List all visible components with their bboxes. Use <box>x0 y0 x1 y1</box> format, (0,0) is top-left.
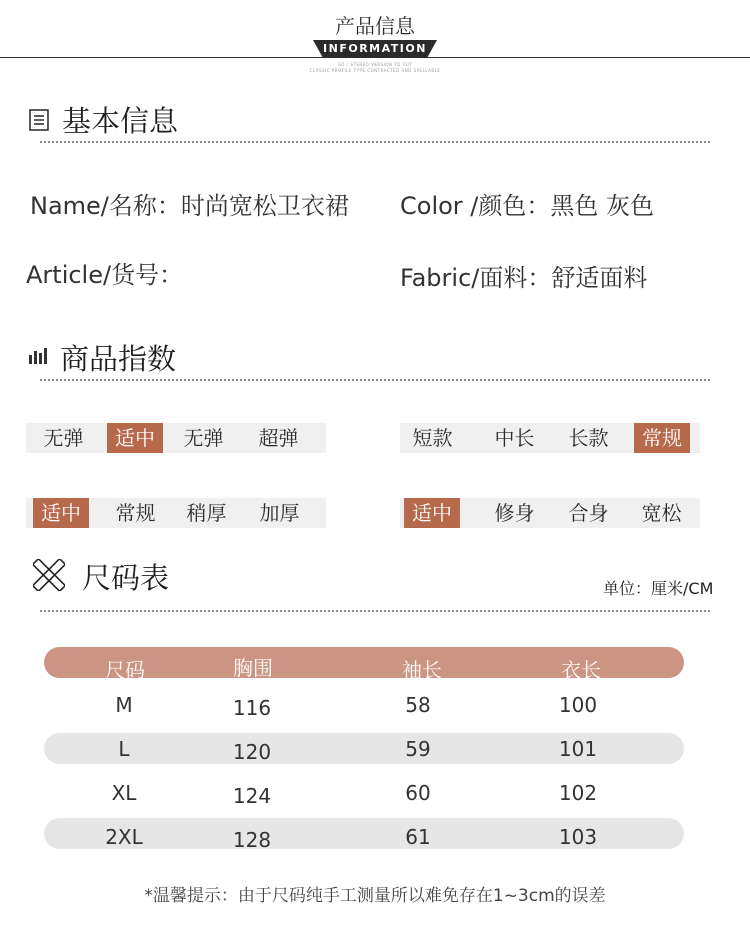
fabric-label: Fabric/面料： <box>400 264 552 292</box>
size-cell: 2XL <box>105 825 143 849</box>
index-bar-length <box>400 423 700 453</box>
index-option: 短款 <box>412 426 453 450</box>
index-option-selected: 适中 <box>107 423 163 453</box>
size-cell: 102 <box>558 781 598 805</box>
size-cell: 128 <box>232 828 272 852</box>
article-field <box>26 255 183 290</box>
color-label: Color /颜色： <box>400 192 551 220</box>
name-value: 时尚宽松卫衣裙 <box>180 192 349 220</box>
measurement-note: *温馨提示：由于尺码纯手工测量所以难免存在1~3cm的误差 <box>144 886 606 906</box>
product-index-title: 商品指数 <box>60 342 177 376</box>
dotted-divider <box>40 141 710 143</box>
index-option: 常规 <box>115 501 156 525</box>
size-cell: 116 <box>232 696 272 720</box>
size-cell: 100 <box>558 693 598 717</box>
size-table-header: 衣长 <box>561 658 601 682</box>
fabric-field <box>400 258 647 293</box>
size-table-header: 袖长 <box>402 658 442 682</box>
dotted-divider <box>40 379 710 381</box>
page-header-title: 产品信息 <box>335 14 415 38</box>
index-option-selected: 常规 <box>634 423 690 453</box>
index-bar-elasticity <box>26 423 326 453</box>
index-bar-fit <box>400 498 700 528</box>
size-cell: 61 <box>405 825 431 849</box>
index-option: 中长 <box>494 426 535 450</box>
index-option-selected: 适中 <box>404 498 460 528</box>
name-field <box>30 186 349 221</box>
index-option: 加厚 <box>259 501 300 525</box>
size-table-header: 尺码 <box>105 658 145 682</box>
color-field <box>400 186 654 221</box>
index-option: 宽松 <box>641 501 682 525</box>
information-badge-label: INFORMATION <box>323 42 427 55</box>
index-bar-thickness <box>26 498 326 528</box>
dotted-divider <box>40 610 710 612</box>
index-option: 合身 <box>568 501 609 525</box>
index-option-selected: 适中 <box>33 498 89 528</box>
unit-label: 单位：厘米/CM <box>603 579 714 598</box>
size-cell: XL <box>111 781 137 805</box>
size-cell: M <box>115 693 133 717</box>
size-cell: 58 <box>405 693 431 717</box>
fabric-value: 舒适面料 <box>551 264 648 292</box>
ruler-pencil-icon <box>33 559 65 591</box>
article-label: Article/货号： <box>26 261 184 289</box>
basic-info-title: 基本信息 <box>62 104 179 138</box>
size-cell: 103 <box>558 825 598 849</box>
document-icon <box>29 109 49 131</box>
size-cell: 60 <box>405 781 431 805</box>
index-option: 无弹 <box>43 426 84 450</box>
size-cell: 120 <box>232 740 272 764</box>
size-cell: 124 <box>232 784 272 808</box>
size-cell: 59 <box>405 737 431 761</box>
size-table-header: 胸围 <box>233 656 273 680</box>
index-option: 无弹 <box>183 426 224 450</box>
index-option: 超弹 <box>258 426 299 450</box>
index-option: 稍厚 <box>186 501 227 525</box>
header-small-text-1: GO / STEREO VERSION TO CUT <box>337 62 413 67</box>
index-option: 修身 <box>494 501 535 525</box>
size-cell: 101 <box>558 737 598 761</box>
bar-chart-icon <box>29 348 47 364</box>
color-value: 黑色 灰色 <box>550 192 655 220</box>
size-chart-title: 尺码表 <box>82 561 170 595</box>
name-label: Name/名称： <box>30 192 181 220</box>
index-option: 长款 <box>568 426 609 450</box>
size-cell: L <box>118 737 130 761</box>
header-small-text-2: CLASSIC PROFILE TYPE CONTRACTED AND SPELLABLE <box>309 68 441 73</box>
